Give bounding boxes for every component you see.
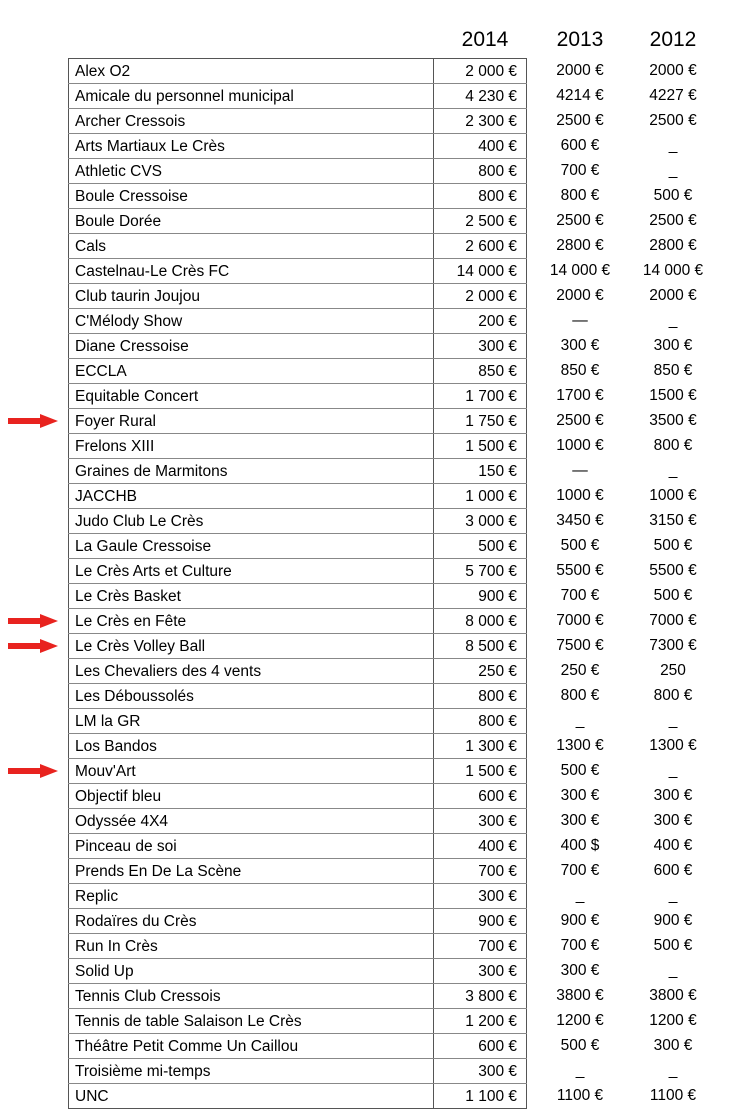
table-row <box>68 759 678 784</box>
amount-2013: 300 € <box>560 962 600 979</box>
amount-2013: 1200 € <box>556 1012 604 1029</box>
amount-2014: 2 500 € <box>434 209 527 233</box>
amount-2014: 5 700 € <box>434 559 527 583</box>
amount-2013: — <box>572 462 588 479</box>
table-row <box>68 884 678 909</box>
amount-2014: 300 € <box>434 1059 527 1083</box>
amount-2012: 3800 € <box>649 987 697 1004</box>
amount-2012: 5500 € <box>649 562 697 579</box>
table-row <box>68 684 693 709</box>
amount-2013: 700 € <box>560 937 600 954</box>
table-row <box>68 84 697 109</box>
year-headers <box>0 28 748 54</box>
association-name: Equitable Concert <box>68 384 434 408</box>
amount-2012: _ <box>668 462 678 479</box>
amount-2012: 500 € <box>653 537 693 554</box>
table-row <box>68 559 697 584</box>
amount-2012: 300 € <box>653 812 693 829</box>
table-row <box>68 334 693 359</box>
table-row <box>68 434 693 459</box>
table-row <box>68 409 697 434</box>
amount-2013: 2500 € <box>556 112 604 129</box>
amount-2014: 2 300 € <box>434 109 527 133</box>
year-2012-header: 2012 <box>649 28 697 51</box>
association-name: Odyssée 4X4 <box>68 809 434 833</box>
amount-2014: 800 € <box>434 684 527 708</box>
amount-2013: 2800 € <box>556 237 604 254</box>
amount-2012: 600 € <box>653 862 693 879</box>
amount-2014: 500 € <box>434 534 527 558</box>
table-row <box>68 984 697 1009</box>
association-name: Théâtre Petit Comme Un Caillou <box>68 1034 434 1058</box>
amount-2012: 3500 € <box>649 412 697 429</box>
amount-2013: 1100 € <box>556 1087 604 1104</box>
amount-2013: 5500 € <box>556 562 604 579</box>
association-name: Solid Up <box>68 959 434 983</box>
amount-2013: 14 000 € <box>549 262 611 279</box>
amount-2014: 400 € <box>434 834 527 858</box>
table-row <box>68 809 693 834</box>
amount-2013: _ <box>575 887 585 904</box>
amount-2014: 1 200 € <box>434 1009 527 1033</box>
association-name: Replic <box>68 884 434 908</box>
amount-2012: _ <box>668 887 678 904</box>
amount-2012: _ <box>668 162 678 179</box>
association-name: Alex O2 <box>68 59 434 83</box>
amount-2013: 4214 € <box>556 87 604 104</box>
amount-2014: 300 € <box>434 959 527 983</box>
association-name: Castelnau-Le Crès FC <box>68 259 434 283</box>
red-arrow-icon <box>8 764 58 778</box>
amount-2012: 300 € <box>653 787 693 804</box>
table-row <box>68 509 697 534</box>
amount-2013: 2500 € <box>556 212 604 229</box>
amount-2013: 900 € <box>560 912 600 929</box>
association-name: Club taurin Joujou <box>68 284 434 308</box>
amount-2013: 1300 € <box>556 737 604 754</box>
association-name: Mouv'Art <box>68 759 434 783</box>
amount-2012: 500 € <box>653 937 693 954</box>
association-name: UNC <box>68 1084 434 1108</box>
amount-2012: 400 € <box>653 837 693 854</box>
amount-2012: 3150 € <box>649 512 697 529</box>
amount-2012: _ <box>668 762 678 779</box>
association-name: ECCLA <box>68 359 434 383</box>
amount-2014: 900 € <box>434 909 527 933</box>
association-name: Frelons XIII <box>68 434 434 458</box>
amount-2013: 2000 € <box>556 287 604 304</box>
table-row <box>68 609 697 634</box>
amount-2013: 500 € <box>560 1037 600 1054</box>
table-row <box>68 359 693 384</box>
amount-2013: 2500 € <box>556 412 604 429</box>
amount-2012: _ <box>668 312 678 329</box>
association-name: Run In Crès <box>68 934 434 958</box>
amount-2013: 600 € <box>560 137 600 154</box>
amount-2014: 8 500 € <box>434 634 527 658</box>
association-name: Prends En De La Scène <box>68 859 434 883</box>
amount-2012: 14 000 € <box>642 262 704 279</box>
amount-2013: 300 € <box>560 812 600 829</box>
amount-2014: 800 € <box>434 709 527 733</box>
association-name: Rodaïres du Crès <box>68 909 434 933</box>
amount-2012: 850 € <box>653 362 693 379</box>
amount-2013: 1700 € <box>556 387 604 404</box>
association-name: Le Crès en Fête <box>68 609 434 633</box>
amount-2014: 1 100 € <box>434 1084 527 1108</box>
amount-2014: 3 800 € <box>434 984 527 1008</box>
amount-2012: 7300 € <box>649 637 697 654</box>
amount-2014: 150 € <box>434 459 527 483</box>
association-name: Troisième mi-temps <box>68 1059 434 1083</box>
association-name: Diane Cressoise <box>68 334 434 358</box>
amount-2013: 500 € <box>560 537 600 554</box>
table-row <box>68 534 693 559</box>
amount-2014: 14 000 € <box>434 259 527 283</box>
red-arrow-icon <box>8 639 58 653</box>
association-name: Judo Club Le Crès <box>68 509 434 533</box>
amount-2012: 2000 € <box>649 62 697 79</box>
amount-2012: 1100 € <box>649 1087 697 1104</box>
amount-2013: 700 € <box>560 162 600 179</box>
red-arrow-icon <box>8 614 58 628</box>
amount-2013: _ <box>575 712 585 729</box>
amount-2014: 1 500 € <box>434 434 527 458</box>
amount-2012: 7000 € <box>649 612 697 629</box>
table-row <box>68 834 693 859</box>
table-row <box>68 784 693 809</box>
association-name: Objectif bleu <box>68 784 434 808</box>
association-name: Archer Cressois <box>68 109 434 133</box>
amount-2012: 300 € <box>653 337 693 354</box>
table-row <box>68 109 697 134</box>
amount-2014: 200 € <box>434 309 527 333</box>
amount-2013: — <box>572 312 588 329</box>
amount-2012: 2500 € <box>649 212 697 229</box>
association-name: C'Mélody Show <box>68 309 434 333</box>
amount-2013: 7500 € <box>556 637 604 654</box>
amount-2013: 2000 € <box>556 62 604 79</box>
association-name: Le Crès Volley Ball <box>68 634 434 658</box>
amount-2013: 1000 € <box>556 437 604 454</box>
association-name: Graines de Marmitons <box>68 459 434 483</box>
amount-2014: 1 000 € <box>434 484 527 508</box>
association-name: La Gaule Cressoise <box>68 534 434 558</box>
association-name: Boule Dorée <box>68 209 434 233</box>
amount-2014: 400 € <box>434 134 527 158</box>
association-name: Boule Cressoise <box>68 184 434 208</box>
red-arrow-icon <box>8 414 58 428</box>
amount-2014: 4 230 € <box>434 84 527 108</box>
association-name: Foyer Rural <box>68 409 434 433</box>
amount-2014: 700 € <box>434 934 527 958</box>
amount-2014: 2 000 € <box>434 284 527 308</box>
amount-2014: 300 € <box>434 334 527 358</box>
amount-2012: _ <box>668 962 678 979</box>
amount-2013: 1000 € <box>556 487 604 504</box>
table-row <box>68 134 678 159</box>
association-name: Tennis Club Cressois <box>68 984 434 1008</box>
amount-2013: 850 € <box>560 362 600 379</box>
amount-2014: 800 € <box>434 159 527 183</box>
amount-2014: 250 € <box>434 659 527 683</box>
amount-2012: 2800 € <box>649 237 697 254</box>
association-name: JACCHB <box>68 484 434 508</box>
association-name: Los Bandos <box>68 734 434 758</box>
table-row <box>68 959 678 984</box>
subsidy-table <box>68 58 704 1109</box>
amount-2014: 2 600 € <box>434 234 527 258</box>
amount-2012: _ <box>668 1062 678 1079</box>
table-row <box>68 1059 678 1084</box>
amount-2012: 1500 € <box>649 387 697 404</box>
amount-2014: 700 € <box>434 859 527 883</box>
table-row <box>68 634 697 659</box>
association-name: Le Crès Arts et Culture <box>68 559 434 583</box>
amount-2012: 4227 € <box>649 87 697 104</box>
amount-2014: 8 000 € <box>434 609 527 633</box>
amount-2014: 1 700 € <box>434 384 527 408</box>
table-row <box>68 484 697 509</box>
association-name: Le Crès Basket <box>68 584 434 608</box>
amount-2012: 500 € <box>653 587 693 604</box>
association-name: Athletic CVS <box>68 159 434 183</box>
amount-2013: 250 € <box>560 662 600 679</box>
table-row <box>68 384 697 409</box>
table-row <box>68 159 678 184</box>
amount-2012: 2500 € <box>649 112 697 129</box>
table-row <box>68 859 693 884</box>
amount-2014: 600 € <box>434 1034 527 1058</box>
association-name: Amicale du personnel municipal <box>68 84 434 108</box>
amount-2013: 500 € <box>560 762 600 779</box>
amount-2014: 850 € <box>434 359 527 383</box>
table-row <box>68 934 693 959</box>
amount-2013: 300 € <box>560 337 600 354</box>
amount-2014: 2 000 € <box>434 59 527 83</box>
association-name: Pinceau de soi <box>68 834 434 858</box>
amount-2013: 800 € <box>560 687 600 704</box>
table-row <box>68 1084 697 1108</box>
amount-2014: 800 € <box>434 184 527 208</box>
association-name: Arts Martiaux Le Crès <box>68 134 434 158</box>
year-2013-header: 2013 <box>556 28 604 51</box>
amount-2012: 1200 € <box>649 1012 697 1029</box>
amount-2013: 3450 € <box>556 512 604 529</box>
amount-2013: 300 € <box>560 787 600 804</box>
year-2014-header: 2014 <box>461 28 509 51</box>
association-name: LM la GR <box>68 709 434 733</box>
amount-2012: 1300 € <box>649 737 697 754</box>
amount-2014: 1 500 € <box>434 759 527 783</box>
amount-2014: 1 300 € <box>434 734 527 758</box>
association-name: Cals <box>68 234 434 258</box>
amount-2012: 800 € <box>653 437 693 454</box>
table-row <box>68 1009 697 1034</box>
table-row <box>68 659 686 684</box>
amount-2014: 300 € <box>434 809 527 833</box>
amount-2014: 900 € <box>434 584 527 608</box>
amount-2013: _ <box>575 1062 585 1079</box>
table-row <box>68 1034 693 1059</box>
amount-2013: 7000 € <box>556 612 604 629</box>
table-row <box>68 709 678 734</box>
table-row <box>68 209 697 234</box>
amount-2014: 3 000 € <box>434 509 527 533</box>
amount-2012: 250 <box>660 662 686 679</box>
amount-2014: 1 750 € <box>434 409 527 433</box>
table-row <box>68 284 697 309</box>
association-name: Les Chevaliers des 4 vents <box>68 659 434 683</box>
amount-2012: 2000 € <box>649 287 697 304</box>
table-row <box>68 309 678 334</box>
table-row <box>68 459 678 484</box>
table-row <box>68 59 697 84</box>
amount-2014: 600 € <box>434 784 527 808</box>
amount-2013: 800 € <box>560 187 600 204</box>
table-row <box>68 234 697 259</box>
table-row <box>68 259 704 284</box>
amount-2013: 3800 € <box>556 987 604 1004</box>
amount-2012: _ <box>668 137 678 154</box>
amount-2012: 500 € <box>653 187 693 204</box>
amount-2013: 400 $ <box>560 837 600 854</box>
amount-2012: 900 € <box>653 912 693 929</box>
amount-2012: 300 € <box>653 1037 693 1054</box>
amount-2013: 700 € <box>560 862 600 879</box>
table-row <box>68 184 693 209</box>
amount-2012: 1000 € <box>649 487 697 504</box>
association-name: Les Déboussolés <box>68 684 434 708</box>
amount-2014: 300 € <box>434 884 527 908</box>
amount-2012: 800 € <box>653 687 693 704</box>
table-row <box>68 734 697 759</box>
amount-2012: _ <box>668 712 678 729</box>
association-name: Tennis de table Salaison Le Crès <box>68 1009 434 1033</box>
table-row <box>68 584 693 609</box>
table-row <box>68 909 693 934</box>
amount-2013: 700 € <box>560 587 600 604</box>
